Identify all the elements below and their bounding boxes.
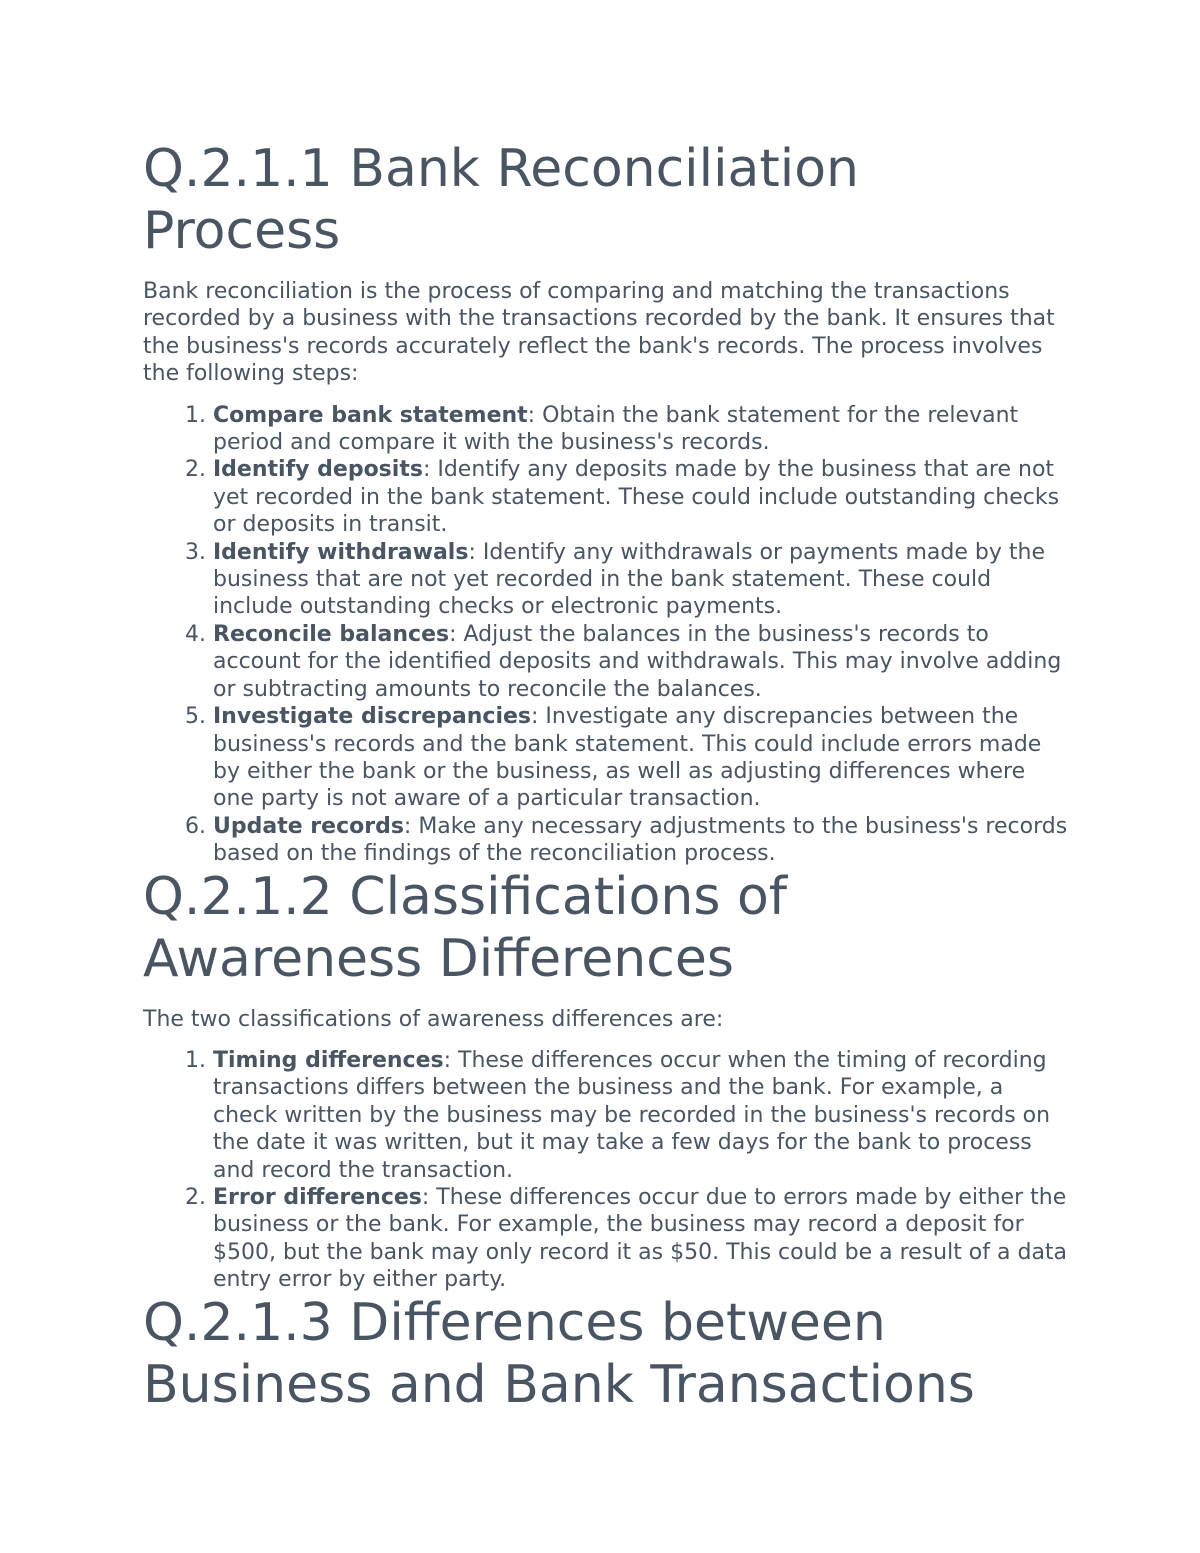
section-intro-paragraph: The two classifications of awareness differences are: bbox=[143, 1006, 724, 1032]
list-item-text: : Identify any withdrawals or payments made by the business that are not yet recorded in the bank statement. These could include outstanding checks or electronic payments. bbox=[213, 539, 1045, 620]
list-item-text: : Adjust the balances in the business's records to account for the identified deposits and withdrawals. This may involve adding or subtracting amounts to reconcile the balances. bbox=[213, 621, 1062, 702]
list-item-term: Update records bbox=[213, 813, 404, 839]
list-item-text: : These differences occur when the timing of recording transactions differs between the business and the bank. For example, a check written by the business may be recorded in the business's records on the date it was written, but it may take a few days for the bank to process and record the transaction. bbox=[213, 1047, 1051, 1183]
document-page bbox=[143, 138, 1068, 1416]
list-item-text: : Make any necessary adjustments to the business's records based on the findings of the reconciliation process. bbox=[213, 813, 1068, 867]
list-item bbox=[213, 703, 1068, 813]
list-item bbox=[213, 813, 1068, 868]
list-item bbox=[213, 1184, 1068, 1294]
list-item-term: Identify withdrawals bbox=[213, 539, 469, 565]
list-item bbox=[213, 1047, 1068, 1184]
section-heading-bank-reconciliation: Q.2.1.1 Bank Reconciliation Process bbox=[143, 139, 859, 261]
section-intro-paragraph: Bank reconciliation is the process of comparing and matching the transactions recorded by a business with the transactions recorded by the bank. It ensures that the business's records accurately reflect the bank's records. The process involves the following steps: bbox=[143, 279, 1055, 387]
list-item-text: : Obtain the bank statement for the relevant period and compare it with the business's records. bbox=[213, 402, 1019, 456]
list-item-term: Investigate discrepancies bbox=[213, 704, 532, 730]
list-item-text: : Investigate any discrepancies between the business's records and the bank statement. This could include errors made by either the bank or the business, as well as adjusting differences where one party is not aware of a particular transaction. bbox=[213, 704, 1042, 812]
reconciliation-steps-list bbox=[143, 402, 1068, 868]
list-item bbox=[213, 621, 1068, 703]
section-heading-awareness-differences: Q.2.1.2 Classifications of Awareness Differences bbox=[143, 866, 788, 989]
list-item-text: : Identify any deposits made by the business that are not yet recorded in the bank statement. These could include outstanding checks or deposits in transit. bbox=[213, 457, 1060, 538]
list-item-text: : These differences occur due to errors made by either the business or the bank. For example, the business may record a deposit for $500, but the bank may only record it as $50. This could be a result of a data entry error by either party. bbox=[213, 1184, 1068, 1293]
list-item-term: Error differences bbox=[213, 1184, 422, 1210]
list-item-term: Compare bank statement bbox=[213, 402, 528, 428]
list-item bbox=[213, 456, 1068, 538]
list-item-term: Reconcile balances bbox=[213, 621, 450, 647]
list-item bbox=[213, 539, 1068, 621]
list-item-term: Timing differences bbox=[213, 1047, 444, 1073]
list-item bbox=[213, 402, 1068, 457]
awareness-differences-list bbox=[143, 1047, 1068, 1294]
section-heading-business-bank-differences: Q.2.1.3 Differences between Business and Bank Transactions bbox=[143, 1292, 975, 1415]
list-item-term: Identify deposits bbox=[213, 457, 423, 483]
